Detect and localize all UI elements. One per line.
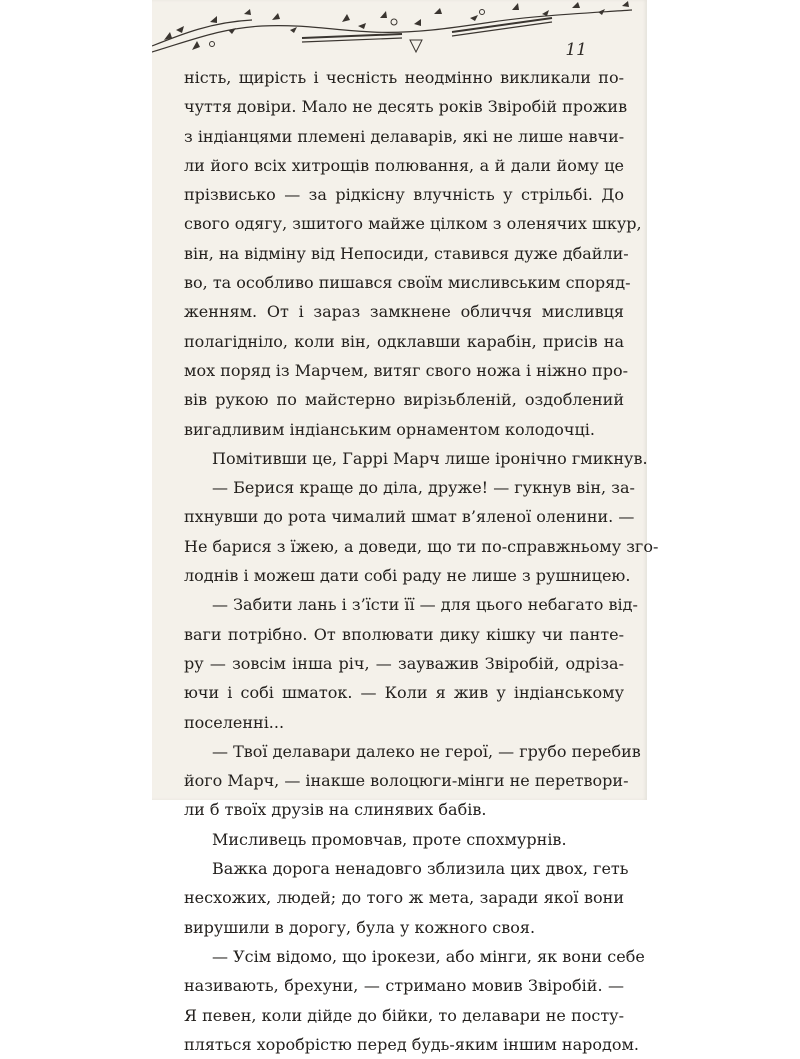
text-line: ючи і собі шматок. — Коли я жив у індіанському	[184, 683, 624, 703]
text-line: його Марч, — інакше волоцюги-мінги не перетвори-	[184, 771, 629, 791]
text-line: лоднів і можеш дати собі раду не лише з рушницею.	[184, 566, 631, 586]
text-line: поселенні...	[184, 712, 285, 732]
text-line: називають, брехуни, — стримано мовив Звіробій. —	[184, 976, 624, 996]
text-line: вигадливим індіанським орнаментом колодочці.	[184, 419, 595, 439]
body-text	[184, 63, 659, 1059]
text-line: пляться хоробрістю перед будь-яким іншим народом.	[184, 1034, 640, 1054]
text-line: пхнувши до рота чималий шмат в’яленої оленини. —	[184, 507, 635, 527]
text-line: — Берися краще до діла, друже! — гукнув він, за-	[212, 478, 635, 498]
text-line: вирушили в дорогу, була у кожного своя.	[184, 917, 536, 937]
text-line: — Усім відомо, що ірокези, або мінги, як вони себе	[212, 946, 645, 966]
text-line: женням. От і зараз замкнене обличчя мисливця	[184, 302, 624, 322]
text-line: з індіанцями племені делаварів, які не лише навчи-	[184, 126, 625, 146]
text-line: Мисливець промовчав, проте спохмурнів.	[212, 829, 567, 849]
text-line: ли його всіх хитрощів полювання, а й дали йому це	[184, 155, 624, 175]
text-line: ність, щирість і чесність неодмінно викликали по-	[184, 68, 624, 87]
text-line: Важка дорога ненадовго зблизила цих двох, геть	[212, 859, 629, 879]
text-line: Не барися з їжею, а доведи, що ти по-справжньому зго-	[184, 536, 659, 556]
text-line: Я певен, коли дійде до бійки, то делавари не посту-	[184, 1005, 624, 1025]
text-line: свого одягу, зшитого майже цілком з оленячих шкур,	[184, 214, 642, 234]
text-line: вів рукою по майстерно вирізьбленій, оздоблений	[184, 390, 624, 410]
text-line: ваги потрібно. От вполювати дику кішку чи панте-	[184, 624, 624, 644]
text-line: несхожих, людей; до того ж мета, заради якої вони	[184, 888, 624, 908]
text-line: Помітивши це, Гаррі Марч лише іронічно гмикнув.	[212, 448, 648, 468]
text-line: прізвисько — за рідкісну влучність у стрільбі. До	[184, 185, 624, 205]
text-line: ли б твоїх друзів на слинявих бабів.	[184, 800, 487, 820]
page-number: 11	[565, 40, 587, 60]
text-line: — Твої делавари далеко не герої, — грубо перебив	[212, 741, 641, 761]
text-line: полагідніло, коли він, одклавши карабін, присів на	[184, 331, 624, 351]
text-line: — Забити лань і з’їсти її — для цього небагато від-	[212, 595, 638, 615]
book-page	[152, 0, 659, 1054]
text-line: він, на відміну від Непосиди, ставився дуже дбайли-	[184, 243, 629, 263]
text-line: чуття довіри. Мало не десять років Звіробій прожив	[184, 97, 628, 117]
text-line: мох поряд із Марчем, витяг свого ножа і ніжно про-	[184, 360, 628, 380]
text-line: во, та особливо пишався своїм мисливським споряд-	[184, 273, 631, 293]
text-line: ру — зовсім інша річ, — зауважив Звіробій, одріза-	[184, 653, 624, 673]
